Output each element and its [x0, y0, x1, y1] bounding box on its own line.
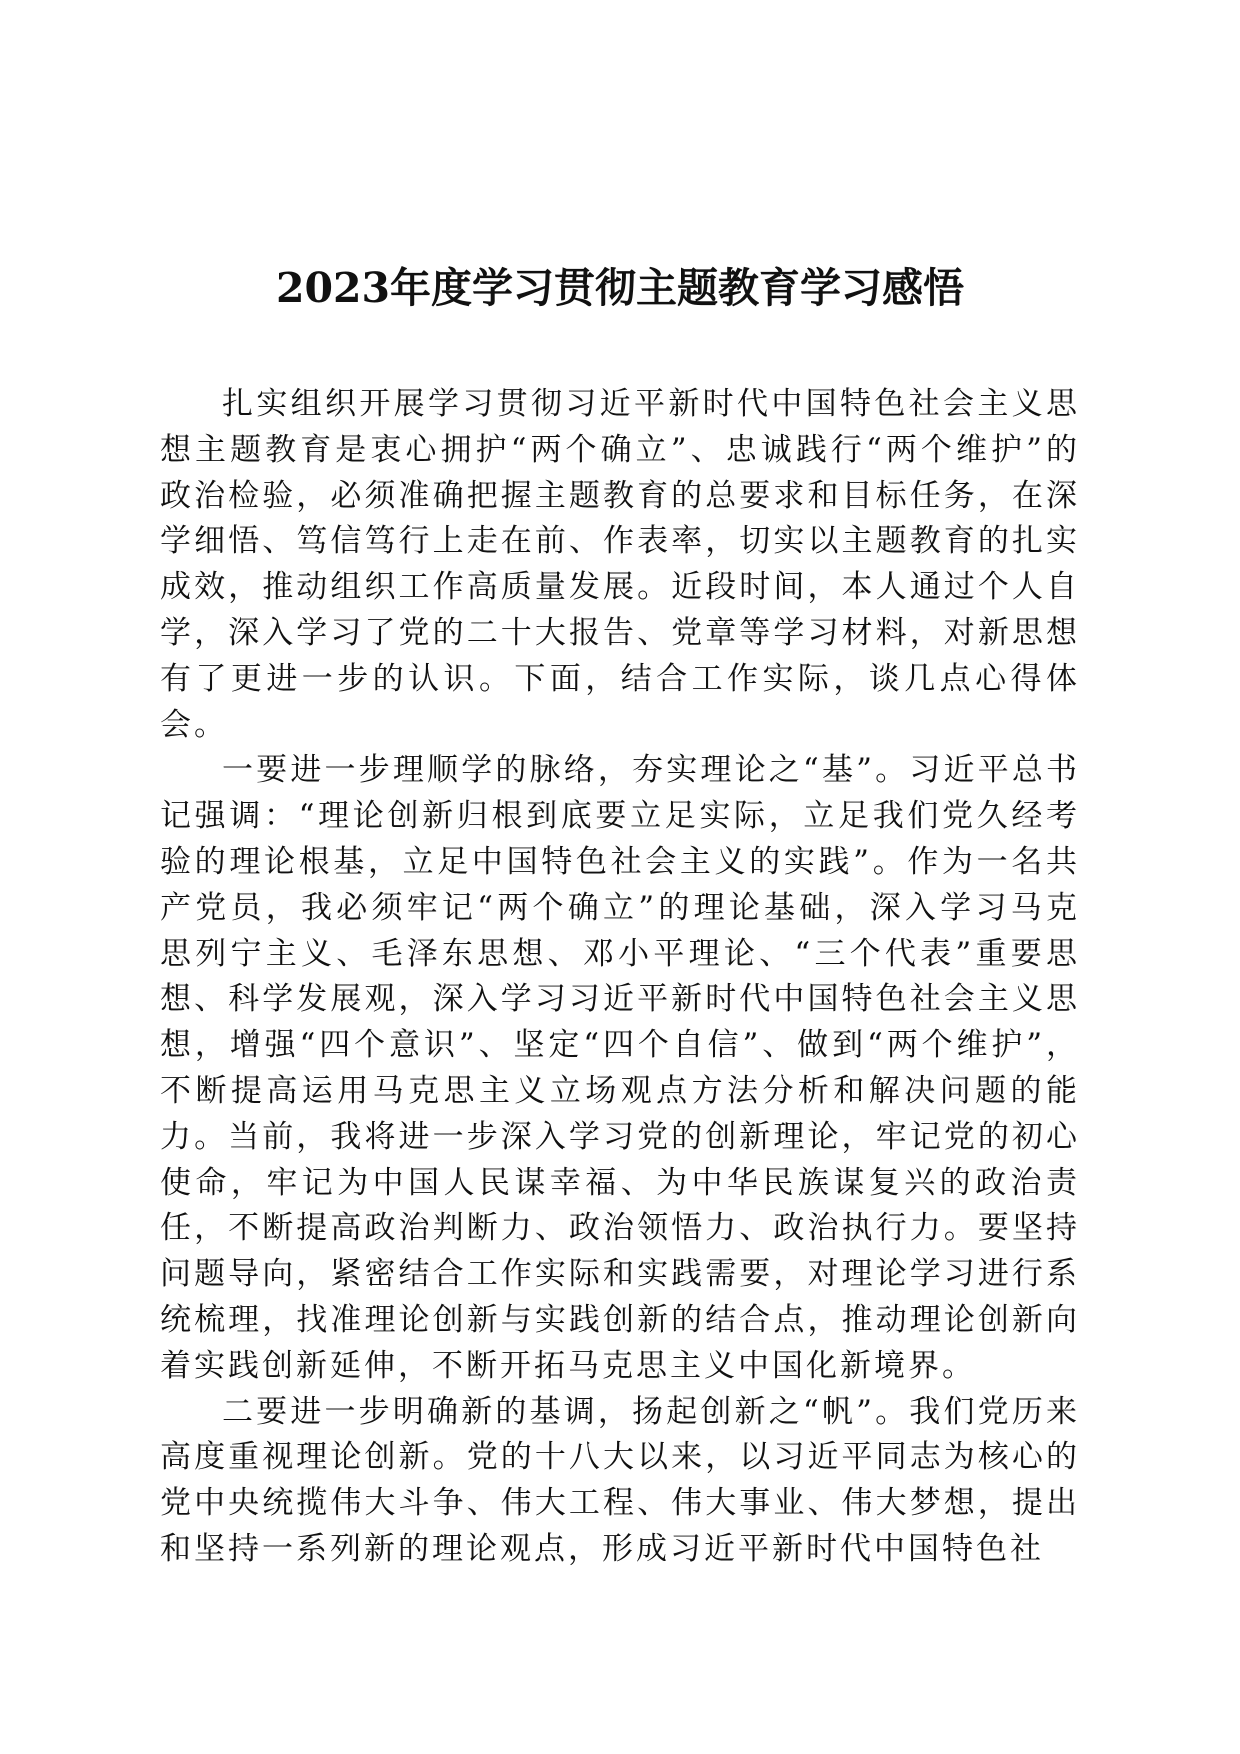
- paragraph-intro: 扎实组织开展学习贯彻习近平新时代中国特色社会主义思想主题教育是衷心拥护“两个确立”、忠诚践行“两个维护”的政治检验，必须准确把握主题教育的总要求和目标任务，在深学细悟、笃信笃行上走在前、作表率，切实以主题教育的扎实成效，推动组织工作高质量发展。近段时间，本人通过个人自学，深入学习了党的二十大报告、党章等学习材料，对新思想有了更进一步的认识。下面，结合工作实际，谈几点心得体会。: [160, 386, 1080, 743]
- paragraph-point-one: 一要进一步理顺学的脉络，夯实理论之“基”。习近平总书记强调：“理论创新归根到底要立足实际，立足我们党久经考验的理论根基，立足中国特色社会主义的实践”。作为一名共产党员，我必须牢记“两个确立”的理论基础，深入学习马克思列宁主义、毛泽东思想、邓小平理论、“三个代表”重要思想、科学发展观，深入学习习近平新时代中国特色社会主义思想，增强“四个意识”、坚定“四个自信”、做到“两个维护”，不断提高运用马克思主义立场观点方法分析和解决问题的能力。当前，我将进一步深入学习党的创新理论，牢记党的初心使命，牢记为中国人民谋幸福、为中华民族谋复兴的政治责任，不断提高政治判断力、政治领悟力、政治执行力。要坚持问题导向，紧密结合工作实际和实践需要，对理论学习进行系统梳理，找准理论创新与实践创新的结合点，推动理论创新向着实践创新延伸，不断开拓马克思主义中国化新境界。: [160, 752, 1080, 1384]
- paragraph-point-two: 二要进一步明确新的基调，扬起创新之“帆”。我们党历来高度重视理论创新。党的十八大以来，以习近平同志为核心的党中央统揽伟大斗争、伟大工程、伟大事业、伟大梦想，提出和坚持一系列新的理论观点，形成习近平新时代中国特色社: [160, 1393, 1080, 1567]
- document-body: [160, 382, 1080, 1573]
- document-title: 2023年度学习贯彻主题教育学习感悟: [275, 264, 965, 312]
